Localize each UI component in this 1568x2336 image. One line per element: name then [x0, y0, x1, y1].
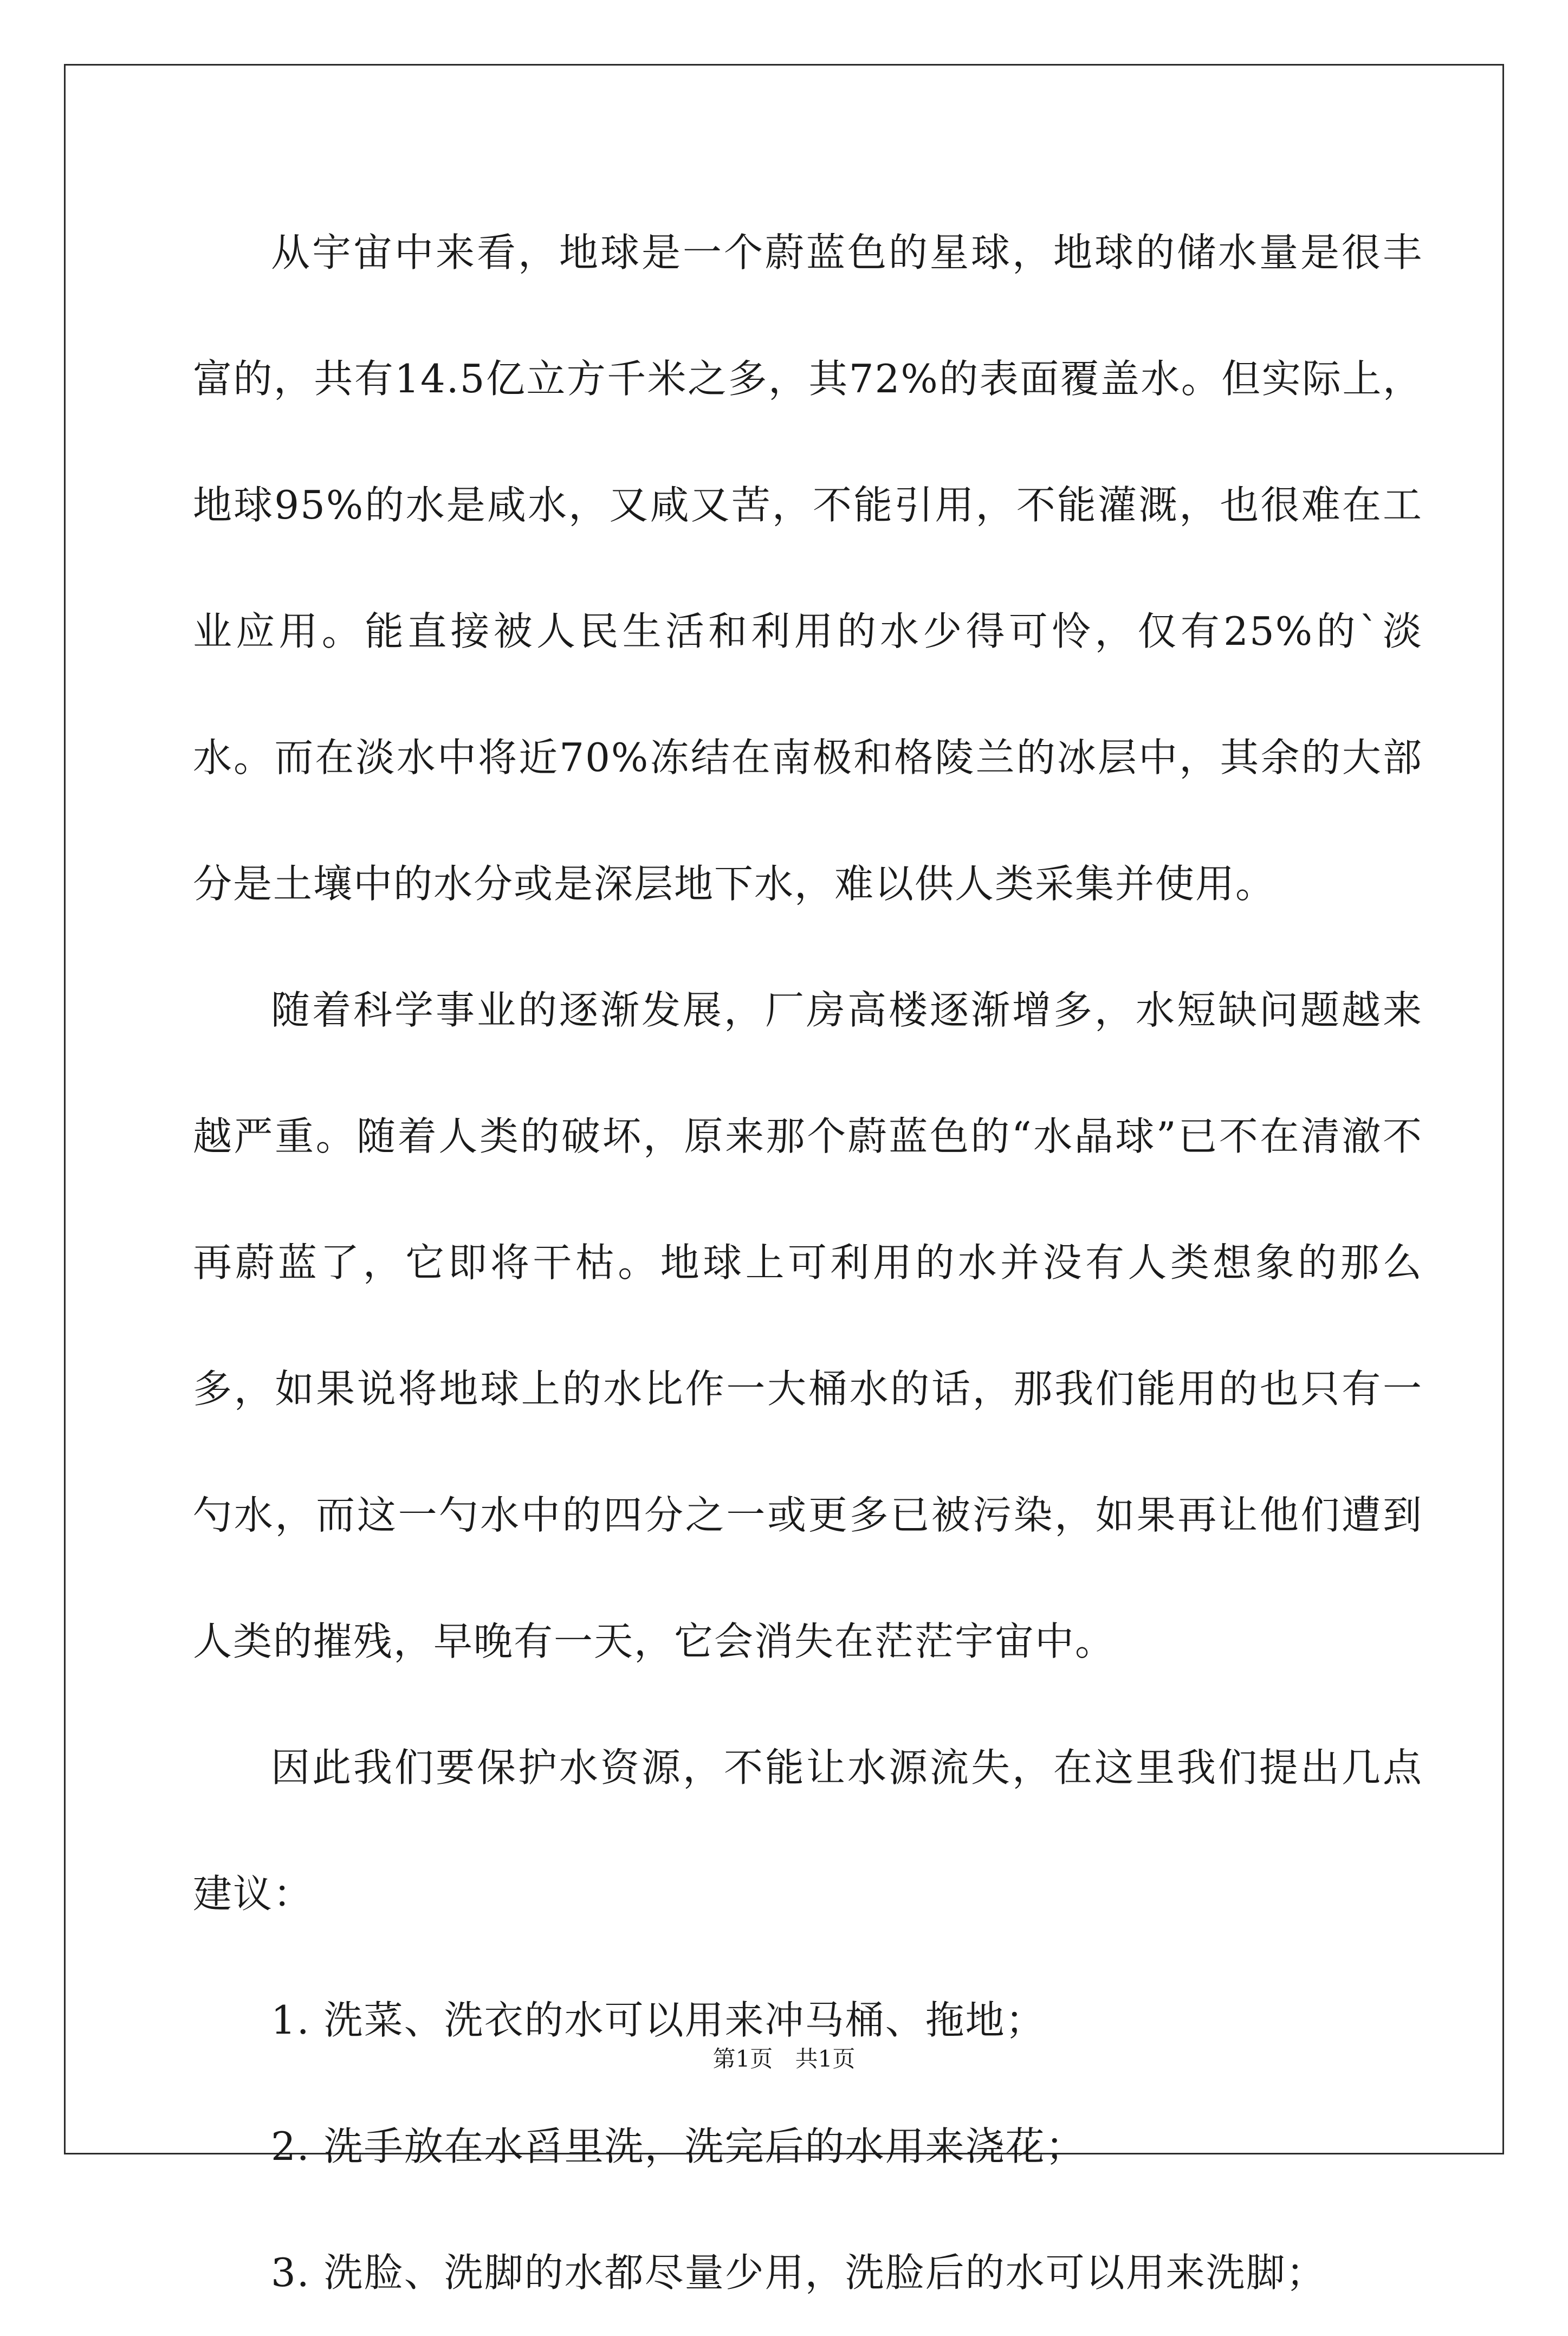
- page-footer: [0, 2043, 1568, 2075]
- page-number-total: 共1页: [795, 2046, 856, 2072]
- page-number-current: 第1页: [712, 2046, 773, 2072]
- paragraph-1: 从宇宙中来看，地球是一个蔚蓝色的星球，地球的储水量是很丰富的，共有14.5亿立方千米之多，其72%的表面覆盖水。但实际上，地球95%的水是咸水，又咸又苦，不能引用，不能灌溉，也很难在工业应用。能直接被人民生活和利用的水少得可怜，仅有25%的`淡水。而在淡水中将近70%冻结在南极和格陵兰的冰层中，其余的大部分是土壤中的水分或是深层地下水，难以供人类采集并使用。: [193, 230, 1423, 907]
- paragraph-2: 随着科学事业的逐渐发展，厂房高楼逐渐增多，水短缺问题越来越严重。随着人类的破坏，原来那个蔚蓝色的“水晶球”已不在清澈不再蔚蓝了，它即将干枯。地球上可利用的水并没有人类想象的那么多，如果说将地球上的水比作一大桶水的话，那我们能用的也只有一勺水，而这一勺水中的四分之一或更多已被污染，如果再让他们遭到人类的摧残，早晚有一天，它会消失在茫茫宇宙中。: [193, 987, 1423, 1664]
- list-item-2: 2. 洗手放在水舀里洗，洗完后的水用来浇花；: [271, 2124, 1086, 2169]
- paragraph-3: 因此我们要保护水资源，不能让水源流失，在这里我们提出几点建议：: [193, 1745, 1423, 1917]
- list-item-1: 1. 洗菜、洗衣的水可以用来冲马桶、拖地；: [271, 1997, 1046, 2043]
- list-item-3: 3. 洗脸、洗脚的水都尽量少用，洗脸后的水可以用来洗脚；: [271, 2250, 1326, 2295]
- document-body: [193, 190, 1423, 2336]
